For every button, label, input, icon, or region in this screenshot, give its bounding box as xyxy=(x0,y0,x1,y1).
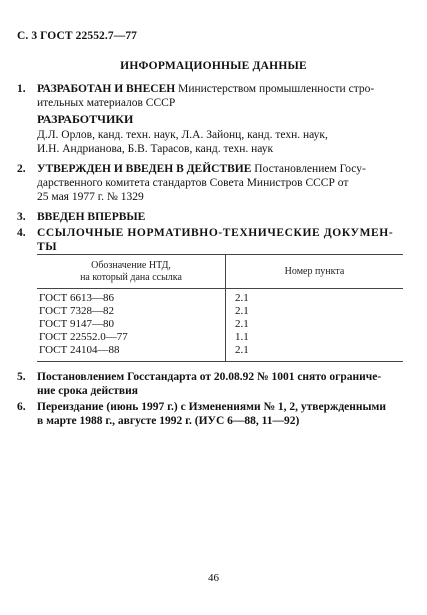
item-4 xyxy=(17,226,407,254)
item-lead: РАЗРАБОТАН И ВНЕСЕН xyxy=(37,83,176,95)
item-number: 6. xyxy=(17,401,26,413)
clause-number: 2.1 xyxy=(235,344,249,356)
item-text: Министерством промышленности стро- xyxy=(175,83,375,95)
page-number: 46 xyxy=(208,572,219,584)
developers-line: И.Н. Андрианова, Б.В. Тарасов, канд. техн. наук xyxy=(37,143,274,155)
item-number: 2. xyxy=(17,163,26,175)
doc-designation: ГОСТ 6613—86 xyxy=(39,292,114,304)
item-text: ние срока действия xyxy=(37,385,138,397)
item-text: дарственного комитета стандартов Совета Министров СССР от xyxy=(37,177,349,189)
item-text: 25 мая 1977 г. № 1329 xyxy=(37,191,144,203)
item-2 xyxy=(17,162,407,204)
item-text: Переиздание (июнь 1997 г.) с Изменениями № 1, 2, утвержденными xyxy=(37,401,386,413)
item-number: 3. xyxy=(17,211,26,223)
item-text: ительных материалов СССР xyxy=(37,97,176,109)
table-header-rule xyxy=(37,288,403,289)
doc-designation: ГОСТ 24104—88 xyxy=(39,344,120,356)
item-number: 5. xyxy=(17,371,26,383)
item-number: 1. xyxy=(17,83,26,95)
table-top-rule xyxy=(37,254,403,255)
item-6 xyxy=(17,400,407,428)
table-row xyxy=(37,305,403,318)
doc-designation: ГОСТ 22552.0—77 xyxy=(39,331,128,343)
table-row xyxy=(37,318,403,331)
item-lead: ВВЕДЕН ВПЕРВЫЕ xyxy=(37,211,146,223)
table-header-designation xyxy=(37,260,225,284)
table-header-clause: Номер пункта xyxy=(284,266,345,277)
header-text: на который дана ссылка xyxy=(80,272,182,283)
item-1 xyxy=(17,82,407,110)
item-5 xyxy=(17,370,407,398)
item-text: Постановлением Госстандарта от 20.08.92 № 1001 снято ограниче- xyxy=(37,371,382,383)
item-text: в марте 1988 г., августе 1992 г. (ИУС 6—88, 11—92) xyxy=(37,415,300,427)
item-lead: УТВЕРЖДЕН И ВВЕДЕН В ДЕЙСТВИЕ xyxy=(37,163,252,175)
item-lead: ССЫЛОЧНЫЕ НОРМАТИВНО-ТЕХНИЧЕСКИЕ ДОКУМЕН- xyxy=(37,227,394,239)
clause-number: 1.1 xyxy=(235,331,249,343)
clause-number: 2.1 xyxy=(235,318,249,330)
clause-number: 2.1 xyxy=(235,305,249,317)
reference-documents-table xyxy=(37,254,403,362)
item-lead: ТЫ xyxy=(37,241,58,253)
table-row xyxy=(37,292,403,305)
table-row xyxy=(37,344,403,357)
item-number: 4. xyxy=(17,227,26,239)
table-row xyxy=(37,331,403,344)
doc-designation: ГОСТ 9147—80 xyxy=(39,318,114,330)
page-header: С. 3 ГОСТ 22552.7—77 xyxy=(17,30,138,42)
table-bottom-rule xyxy=(37,361,403,362)
developers-heading: РАЗРАБОТЧИКИ xyxy=(37,112,134,126)
clause-number: 2.1 xyxy=(235,292,249,304)
doc-designation: ГОСТ 7328—82 xyxy=(39,305,114,317)
item-text: Постановлением Госу- xyxy=(251,163,366,175)
section-title: ИНФОРМАЦИОННЫЕ ДАННЫЕ xyxy=(120,60,307,72)
item-3 xyxy=(17,210,407,224)
header-text: Обозначение НТД, xyxy=(91,260,171,271)
developers-line: Д.Л. Орлов, канд. техн. наук, Л.А. Зайонц, канд. техн. наук, xyxy=(37,129,328,141)
developers-list xyxy=(37,128,407,156)
